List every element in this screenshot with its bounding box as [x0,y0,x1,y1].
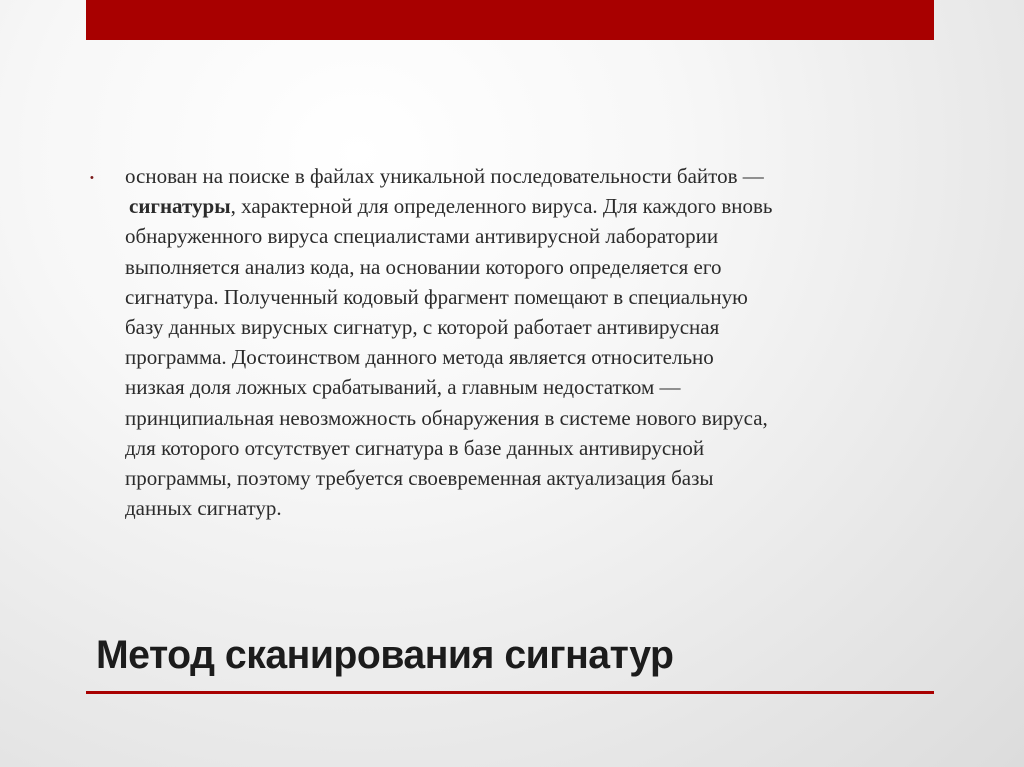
bullet-marker: • [90,172,94,184]
text-line-1: основан на поиске в файлах уникальной последовательности байтов — [125,164,764,188]
top-accent-bar [86,0,934,40]
title-underline [86,691,934,694]
text-line-8: низкая доля ложных срабатываний, а главным недостатком — [125,375,681,400]
text-line-6: базу данных вирусных сигнатур, с которой работает антивирусная [125,315,720,340]
text-line-7: программа. Достоинством данного метода является относительно [125,345,714,370]
slide-content [90,161,930,523]
emphasis-term: сигнатуры [129,194,231,219]
text-line-2-rest: , характерной для определенного вируса. Для каждого вновь [230,194,773,219]
text-line-4: выполняется анализ кода, на основании которого определяется его [125,254,722,279]
text-line-3: обнаруженного вируса специалистами антивирусной лаборатории [125,224,719,249]
text-line-2 [125,191,930,221]
text-line-10: для которого отсутствует сигнатура в базе данных антивирусной [125,435,705,460]
text-line-5: сигнатура. Полученный кодовый фрагмент помещают в специальную [125,284,748,309]
text-line-12: данных сигнатур. [125,496,282,521]
bullet-item [90,161,930,523]
bullet-text [125,161,930,523]
text-line-11: программы, поэтому требуется своевременная актуализация базы [125,466,714,491]
slide-title: Метод сканирования сигнатур [96,633,674,677]
text-line-9: принципиальная невозможность обнаружения в системе нового вируса, [125,405,768,430]
